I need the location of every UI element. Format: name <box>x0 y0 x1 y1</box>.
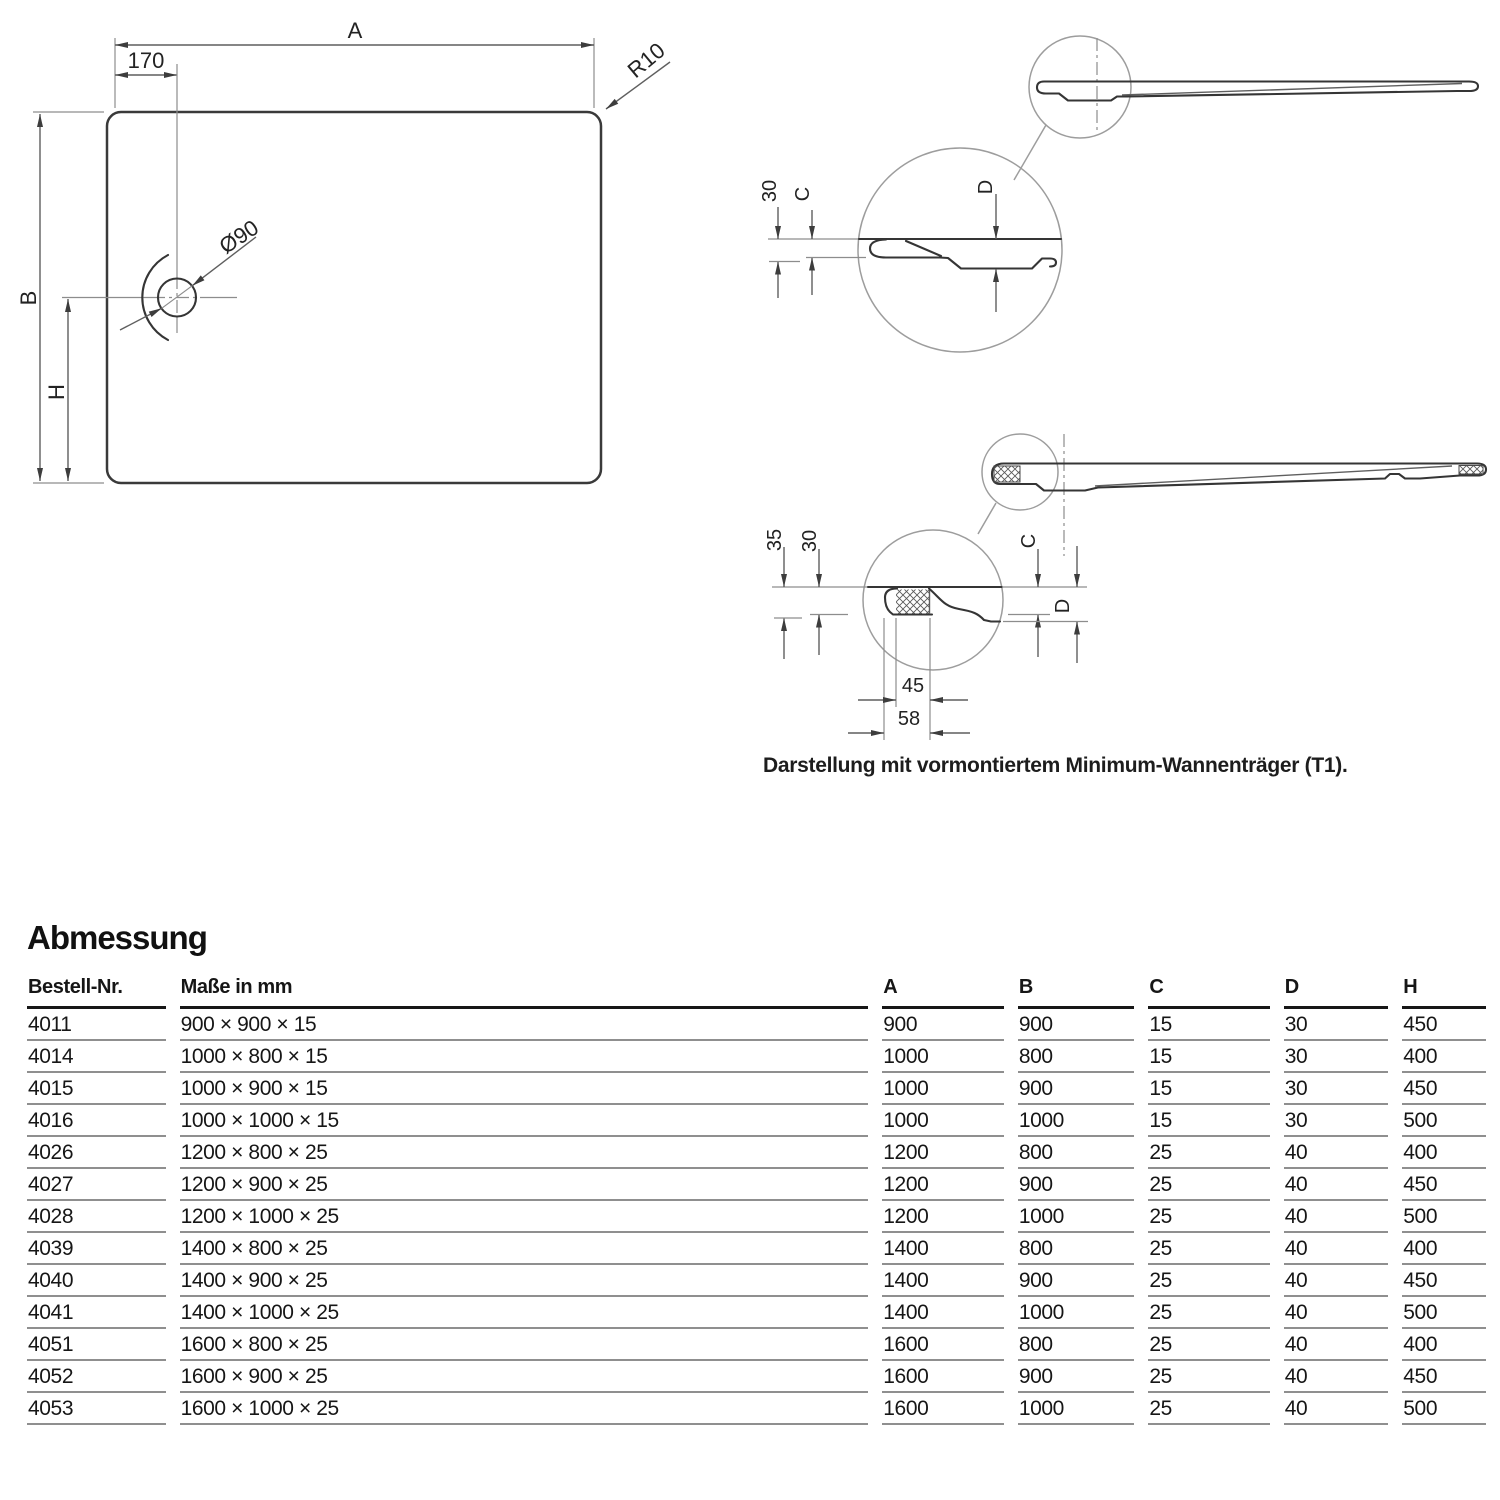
table-cell: 1400 × 800 × 25 <box>180 1233 869 1265</box>
table-cell: 1600 <box>882 1393 1004 1425</box>
section-detail-top <box>759 36 1478 352</box>
dim-label-d: D <box>1052 598 1074 614</box>
table-cell: 450 <box>1402 1009 1486 1041</box>
table-cell: 25 <box>1148 1265 1269 1297</box>
table-cell: 4015 <box>27 1073 166 1105</box>
table-row <box>27 1105 1486 1137</box>
table-cell: 1600 × 800 × 25 <box>180 1329 869 1361</box>
table-cell: 40 <box>1284 1137 1389 1169</box>
table-cell: 30 <box>1284 1073 1389 1105</box>
table-row <box>27 1009 1486 1041</box>
table-cell: 900 <box>1018 1169 1135 1201</box>
table-cell: 1400 × 1000 × 25 <box>180 1297 869 1329</box>
table-row <box>27 1361 1486 1393</box>
column-header: A <box>882 976 1004 1009</box>
dim-label-drain: Ø90 <box>214 214 264 259</box>
dim-label-30: 30 <box>799 529 821 553</box>
table-cell: 25 <box>1148 1297 1269 1329</box>
table-cell: 450 <box>1402 1361 1486 1393</box>
drawing-caption: Darstellung mit vormontiertem Minimum-Wannenträger (T1). <box>763 754 1348 777</box>
table-cell: 1000 × 800 × 15 <box>180 1041 869 1073</box>
table-cell: 800 <box>1018 1329 1135 1361</box>
table-cell: 40 <box>1284 1201 1389 1233</box>
table-cell: 40 <box>1284 1297 1389 1329</box>
table-cell: 40 <box>1284 1361 1389 1393</box>
table-cell: 500 <box>1402 1201 1486 1233</box>
dimensions-table <box>13 976 1500 1425</box>
column-header: Bestell-Nr. <box>27 976 166 1009</box>
table-row <box>27 1329 1486 1361</box>
table-cell: 40 <box>1284 1265 1389 1297</box>
table-cell: 1400 × 900 × 25 <box>180 1265 869 1297</box>
table-cell: 4051 <box>27 1329 166 1361</box>
table-cell: 4039 <box>27 1233 166 1265</box>
table-cell: 4016 <box>27 1105 166 1137</box>
table-cell: 25 <box>1148 1393 1269 1425</box>
table-cell: 40 <box>1284 1233 1389 1265</box>
dim-label-c: C <box>1018 533 1040 549</box>
table-cell: 1600 × 900 × 25 <box>180 1361 869 1393</box>
table-cell: 900 <box>1018 1009 1135 1041</box>
table-cell: 900 <box>1018 1265 1135 1297</box>
table-cell: 1000 <box>882 1041 1004 1073</box>
table-cell: 40 <box>1284 1393 1389 1425</box>
table-cell: 25 <box>1148 1169 1269 1201</box>
section-detail-bottom <box>764 434 1486 740</box>
table-cell: 1200 <box>882 1169 1004 1201</box>
table-cell: 4028 <box>27 1201 166 1233</box>
table-cell: 1200 <box>882 1137 1004 1169</box>
table-cell: 4053 <box>27 1393 166 1425</box>
dim-label-b: B <box>16 290 41 306</box>
table-cell: 1000 <box>1018 1393 1135 1425</box>
dim-label-35: 35 <box>764 528 786 552</box>
dim-label-58: 58 <box>897 708 921 730</box>
table-row <box>27 1169 1486 1201</box>
column-header: Maße in mm <box>180 976 869 1009</box>
table-row <box>27 1041 1486 1073</box>
table-row <box>27 1297 1486 1329</box>
detail-bubble <box>1029 36 1131 138</box>
table-cell: 1000 × 900 × 15 <box>180 1073 869 1105</box>
table-cell: 450 <box>1402 1073 1486 1105</box>
table-cell: 4026 <box>27 1137 166 1169</box>
table-cell: 400 <box>1402 1329 1486 1361</box>
dim-label-30: 30 <box>759 179 781 203</box>
table-cell: 4041 <box>27 1297 166 1329</box>
table-row <box>27 1393 1486 1425</box>
table-head <box>27 976 1486 1009</box>
table-cell: 500 <box>1402 1105 1486 1137</box>
table-cell: 25 <box>1148 1233 1269 1265</box>
table-cell: 1600 × 1000 × 25 <box>180 1393 869 1425</box>
dim-label-d: D <box>975 179 997 195</box>
support-hatch <box>896 590 929 614</box>
table-cell: 1400 <box>882 1233 1004 1265</box>
table-cell: 1200 × 1000 × 25 <box>180 1201 869 1233</box>
table-row <box>27 1201 1486 1233</box>
table-cell: 1600 <box>882 1361 1004 1393</box>
table-cell: 1000 <box>1018 1105 1135 1137</box>
table-cell: 450 <box>1402 1265 1486 1297</box>
table-row <box>27 1265 1486 1297</box>
table-cell: 450 <box>1402 1169 1486 1201</box>
table-cell: 40 <box>1284 1329 1389 1361</box>
dim-label-45: 45 <box>901 675 925 697</box>
dim-label-h: H <box>44 384 69 400</box>
table-cell: 800 <box>1018 1137 1135 1169</box>
table-cell: 4014 <box>27 1041 166 1073</box>
table-cell: 400 <box>1402 1233 1486 1265</box>
section-heading: Abmessung <box>27 919 207 956</box>
table-cell: 1200 <box>882 1201 1004 1233</box>
table-cell: 30 <box>1284 1041 1389 1073</box>
table-cell: 800 <box>1018 1041 1135 1073</box>
table-cell: 900 × 900 × 15 <box>180 1009 869 1041</box>
dim-label-170: 170 <box>127 48 165 73</box>
table-cell: 1000 <box>1018 1201 1135 1233</box>
table-cell: 900 <box>882 1009 1004 1041</box>
detail-circle <box>858 148 1062 352</box>
table-cell: 4027 <box>27 1169 166 1201</box>
table-cell: 1600 <box>882 1329 1004 1361</box>
table-cell: 900 <box>1018 1073 1135 1105</box>
table-cell: 15 <box>1148 1073 1269 1105</box>
table-row <box>27 1233 1486 1265</box>
table-cell: 25 <box>1148 1329 1269 1361</box>
table-cell: 1000 <box>882 1105 1004 1137</box>
table-cell: 900 <box>1018 1361 1135 1393</box>
column-header: C <box>1148 976 1269 1009</box>
table-cell: 800 <box>1018 1233 1135 1265</box>
table-cell: 15 <box>1148 1105 1269 1137</box>
table-cell: 500 <box>1402 1393 1486 1425</box>
table-cell: 500 <box>1402 1297 1486 1329</box>
table-cell: 30 <box>1284 1009 1389 1041</box>
table-cell: 4052 <box>27 1361 166 1393</box>
column-header: B <box>1018 976 1135 1009</box>
rim-profile <box>870 240 1056 269</box>
table-cell: 1200 × 900 × 25 <box>180 1169 869 1201</box>
column-header: D <box>1284 976 1389 1009</box>
table-body <box>27 1009 1486 1425</box>
table-row <box>27 1073 1486 1105</box>
table-cell: 25 <box>1148 1201 1269 1233</box>
support-hatch <box>1459 466 1483 475</box>
table-cell: 30 <box>1284 1105 1389 1137</box>
table-cell: 40 <box>1284 1169 1389 1201</box>
table-cell: 400 <box>1402 1137 1486 1169</box>
table-row <box>27 1137 1486 1169</box>
table-cell: 15 <box>1148 1009 1269 1041</box>
table-cell: 400 <box>1402 1041 1486 1073</box>
table-cell: 25 <box>1148 1361 1269 1393</box>
table-cell: 25 <box>1148 1137 1269 1169</box>
table-cell: 1000 × 1000 × 15 <box>180 1105 869 1137</box>
table-cell: 4040 <box>27 1265 166 1297</box>
table-cell: 1400 <box>882 1265 1004 1297</box>
dim-label-a: A <box>347 18 363 43</box>
table-cell: 15 <box>1148 1041 1269 1073</box>
support-hatch <box>994 466 1020 482</box>
table-cell: 1200 × 800 × 25 <box>180 1137 869 1169</box>
header-row <box>27 976 1486 1009</box>
column-header: H <box>1402 976 1486 1009</box>
table-cell: 1400 <box>882 1297 1004 1329</box>
dim-label-c: C <box>792 186 814 202</box>
plan-view <box>16 18 670 483</box>
table-cell: 1000 <box>1018 1297 1135 1329</box>
table-cell: 4011 <box>27 1009 166 1041</box>
table-cell: 1000 <box>882 1073 1004 1105</box>
dim-label-r10: R10 <box>622 37 670 83</box>
